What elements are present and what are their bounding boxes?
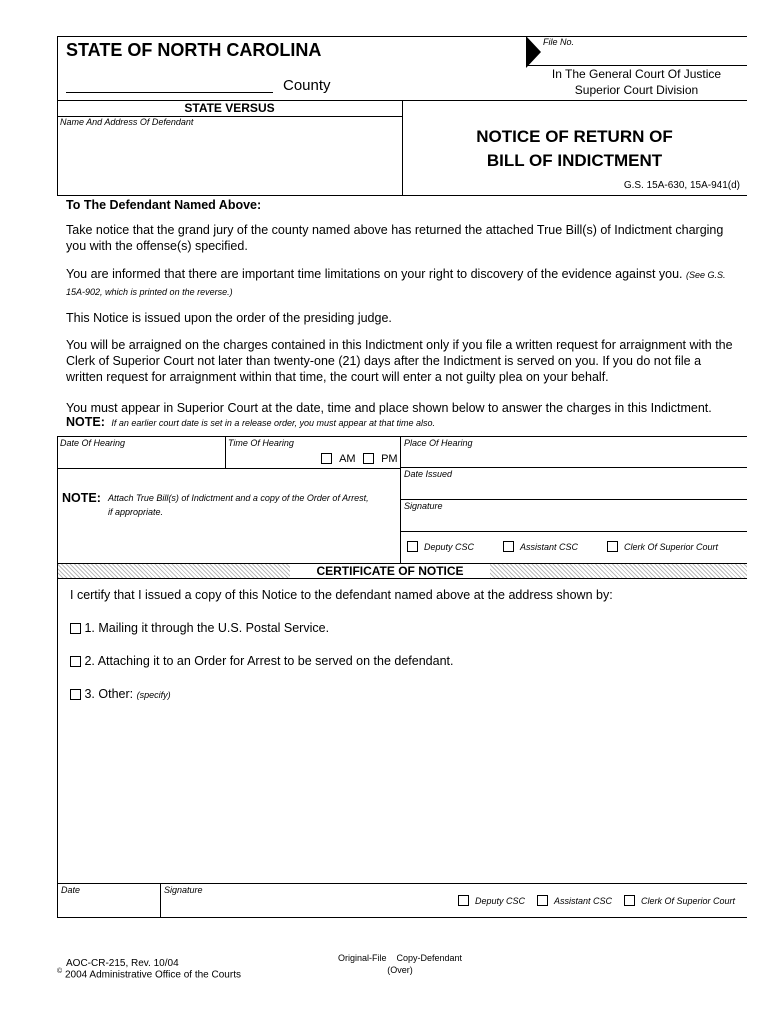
court-line-2: Superior Court Division xyxy=(574,83,699,97)
mailing-option[interactable]: 1. Mailing it through the U.S. Postal Service. xyxy=(70,620,329,636)
notice-title-line-1: NOTICE OF RETURN OF xyxy=(476,127,673,146)
clerk-superior-court-checkbox[interactable] xyxy=(607,541,618,552)
assistant-csc-checkbox[interactable] xyxy=(503,541,514,552)
deputy-csc-option[interactable]: Deputy CSC xyxy=(407,541,474,552)
pm-label: PM xyxy=(381,453,398,465)
cert-assistant-csc-checkbox[interactable] xyxy=(537,895,548,906)
state-versus-heading: STATE VERSUS xyxy=(184,101,275,115)
deputy-csc-checkbox[interactable] xyxy=(407,541,418,552)
paragraph-appearance: You must appear in Superior Court at the date, time and place shown below to answer the charges in this Indictment. xyxy=(66,401,712,415)
paragraph-grand-jury: Take notice that the grand jury of the county named above has returned the attached True Bill(s) of Indictment charging you with the offense(s) specified. xyxy=(66,223,724,253)
certificate-title: CERTIFICATE OF NOTICE xyxy=(316,564,464,578)
time-of-hearing-label: Time Of Hearing xyxy=(228,438,294,448)
county-label: County xyxy=(283,77,331,94)
distribution-line: Original-File Copy-Defendant xyxy=(337,953,463,963)
court-line-1: In The General Court Of Justice xyxy=(551,67,722,81)
attaching-checkbox[interactable] xyxy=(70,656,81,667)
am-checkbox[interactable] xyxy=(321,453,332,464)
assistant-csc-option[interactable]: Assistant CSC xyxy=(503,541,578,552)
attach-note-line-1: Attach True Bill(s) of Indictment and a copy of the Order of Arrest, xyxy=(108,493,369,503)
cert-clerk-superior-court-checkbox[interactable] xyxy=(624,895,635,906)
county-line xyxy=(66,92,273,93)
appearance-note-label: NOTE: xyxy=(66,415,105,429)
file-no-label: File No. xyxy=(543,37,575,47)
am-option[interactable] xyxy=(321,453,356,465)
signature-label: Signature xyxy=(404,501,443,511)
certificate-bar-hatch-right xyxy=(490,564,747,578)
file-no-arrow-icon xyxy=(526,36,541,68)
attach-note-label: NOTE: xyxy=(62,491,101,505)
date-of-hearing-label: Date Of Hearing xyxy=(60,438,126,448)
pm-checkbox[interactable] xyxy=(363,453,374,464)
state-title: STATE OF NORTH CAROLINA xyxy=(66,40,322,60)
statute-reference: G.S. 15A-630, 15A-941(d) xyxy=(623,180,740,191)
certificate-signature-label: Signature xyxy=(164,885,203,895)
copyright-line: © 2004 Administrative Office of the Courts xyxy=(57,968,241,981)
cert-assistant-csc-option[interactable]: Assistant CSC xyxy=(537,895,612,906)
addressee: To The Defendant Named Above: xyxy=(66,198,262,212)
place-of-hearing-label: Place Of Hearing xyxy=(404,438,473,448)
cert-deputy-csc-checkbox[interactable] xyxy=(458,895,469,906)
notice-title-line-2: BILL OF INDICTMENT xyxy=(486,151,663,170)
paragraph-discovery: You are informed that there are important time limitations on your right to discovery of the evidence against you. (See G.S. 15A-902, which is printed on the reverse.) xyxy=(66,267,726,297)
appearance-note-text: If an earlier court date is set in a release order, you must appear at that time also. xyxy=(111,418,436,428)
certificate-bar-hatch-left xyxy=(58,564,290,578)
other-option[interactable]: 3. Other: (specify) xyxy=(70,686,171,703)
over-label: (Over) xyxy=(387,965,413,975)
defendant-label: Name And Address Of Defendant xyxy=(60,117,194,127)
attach-note-line-2: if appropriate. xyxy=(108,507,164,517)
discovery-statute-note: (See G.S. 15A-902, which is printed on the reverse.) xyxy=(66,270,726,297)
paragraph-order: This Notice is issued upon the order of the presiding judge. xyxy=(66,311,392,325)
certificate-date-label: Date xyxy=(61,885,81,895)
pm-option[interactable] xyxy=(363,453,398,465)
clerk-superior-court-option[interactable]: Clerk Of Superior Court xyxy=(607,541,718,552)
defendant-name-address-field[interactable] xyxy=(58,130,401,195)
cert-deputy-csc-option[interactable]: Deputy CSC xyxy=(458,895,525,906)
form-id: AOC-CR-215, Rev. 10/04 xyxy=(66,958,179,969)
date-issued-label: Date Issued xyxy=(404,469,453,479)
am-label: AM xyxy=(339,453,356,465)
certificate-intro: I certify that I issued a copy of this Notice to the defendant named above at the address shown by: xyxy=(70,588,613,602)
other-checkbox[interactable] xyxy=(70,689,81,700)
other-specify-hint: (specify) xyxy=(136,690,171,700)
cert-clerk-superior-court-option[interactable]: Clerk Of Superior Court xyxy=(624,895,735,906)
paragraph-arraignment: You will be arraigned on the charges contained in this Indictment only if you file a written request for arraignment with the Clerk of Superior Court not later than twenty-one (21) days after the Indictment is served on you. If you do not file a written request for arraignment within that time, the court will enter a not guilty plea on your behalf. xyxy=(66,338,733,384)
appearance-note xyxy=(66,415,435,429)
attaching-option[interactable]: 2. Attaching it to an Order for Arrest to be served on the defendant. xyxy=(70,653,453,669)
copyright-symbol: © xyxy=(57,968,63,975)
mailing-checkbox[interactable] xyxy=(70,623,81,634)
